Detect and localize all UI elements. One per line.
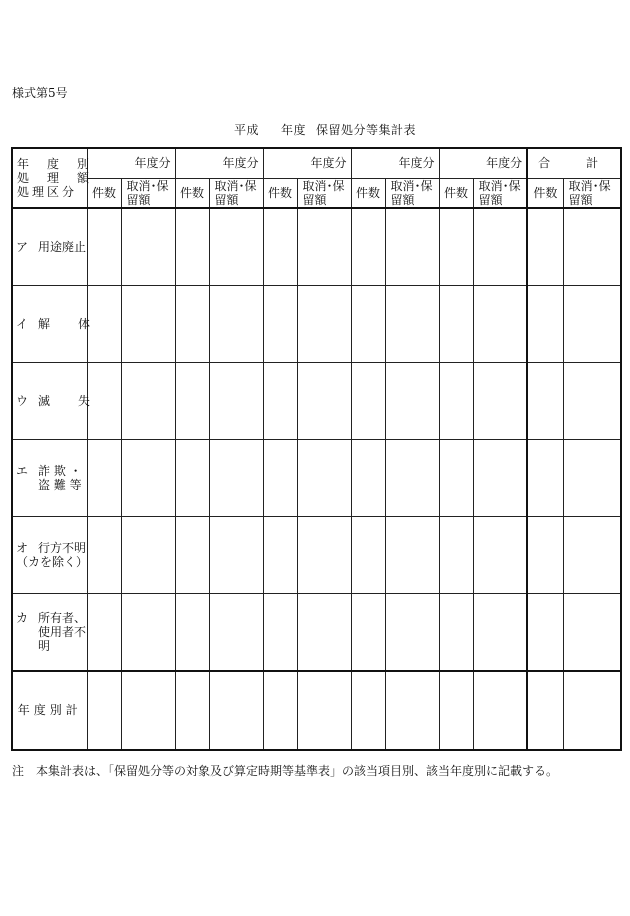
- table-row: [12, 362, 621, 439]
- count-cell[interactable]: [175, 285, 209, 362]
- count-cell[interactable]: [263, 671, 297, 750]
- count-cell[interactable]: [439, 285, 473, 362]
- total-amount-cell[interactable]: [563, 362, 621, 439]
- category-label: カ 所有者、 使用者不 明: [12, 594, 87, 671]
- count-cell[interactable]: [351, 517, 385, 594]
- amount-cell[interactable]: [473, 671, 527, 750]
- count-cell[interactable]: [87, 671, 121, 750]
- amount-cell[interactable]: [209, 439, 263, 516]
- amount-cell[interactable]: [385, 671, 439, 750]
- count-cell[interactable]: [351, 285, 385, 362]
- count-cell[interactable]: [439, 362, 473, 439]
- total-count-cell[interactable]: [527, 208, 563, 285]
- amount-cell[interactable]: [385, 362, 439, 439]
- header-row-years: [12, 148, 621, 178]
- amount-subheader: 取消･保 留額: [209, 178, 263, 208]
- count-cell[interactable]: [175, 517, 209, 594]
- total-count-cell[interactable]: [527, 362, 563, 439]
- year-total-row: [12, 671, 621, 750]
- amount-cell[interactable]: [121, 439, 175, 516]
- count-cell[interactable]: [87, 517, 121, 594]
- year-column-header: 年度分: [263, 148, 351, 178]
- count-cell[interactable]: [263, 362, 297, 439]
- amount-cell[interactable]: [121, 517, 175, 594]
- footnote-text: 本集計表は、「保留処分等の対象及び算定時期等基準表」の該当項目別、該当年度別に記載する。: [36, 764, 559, 778]
- count-cell[interactable]: [87, 208, 121, 285]
- count-cell[interactable]: [263, 594, 297, 671]
- title-name: 保留処分等集計表: [316, 123, 417, 137]
- amount-subheader: 取消･保 留額: [563, 178, 621, 208]
- amount-cell[interactable]: [209, 362, 263, 439]
- amount-cell[interactable]: [209, 594, 263, 671]
- count-cell[interactable]: [175, 594, 209, 671]
- count-cell[interactable]: [263, 208, 297, 285]
- table-row: [12, 517, 621, 594]
- amount-cell[interactable]: [121, 362, 175, 439]
- table-row: [12, 208, 621, 285]
- amount-cell[interactable]: [297, 594, 351, 671]
- amount-cell[interactable]: [385, 208, 439, 285]
- count-subheader: 件数: [439, 178, 473, 208]
- count-cell[interactable]: [351, 362, 385, 439]
- header-row-subcolumns: [12, 178, 621, 208]
- amount-cell[interactable]: [297, 362, 351, 439]
- count-cell[interactable]: [263, 285, 297, 362]
- count-cell[interactable]: [263, 517, 297, 594]
- category-label: イ 解 体: [12, 285, 87, 362]
- count-cell[interactable]: [351, 208, 385, 285]
- amount-subheader: 取消･保 留額: [121, 178, 175, 208]
- amount-cell[interactable]: [385, 285, 439, 362]
- amount-cell[interactable]: [209, 208, 263, 285]
- year-column-header: 年度分: [439, 148, 527, 178]
- amount-cell[interactable]: [385, 439, 439, 516]
- year-total-label: 年度別計: [12, 671, 87, 750]
- title-year-suffix: 年度: [280, 123, 306, 137]
- total-amount-cell[interactable]: [563, 439, 621, 516]
- form-number: 様式第5号: [12, 86, 68, 100]
- total-count-cell[interactable]: [527, 671, 563, 750]
- count-subheader: 件数: [527, 178, 563, 208]
- total-amount-cell[interactable]: [563, 594, 621, 671]
- corner-header-line: 処理区分: [17, 185, 78, 200]
- amount-cell[interactable]: [121, 285, 175, 362]
- count-cell[interactable]: [439, 594, 473, 671]
- count-cell[interactable]: [351, 671, 385, 750]
- table-row: [12, 594, 621, 671]
- category-label: ア 用途廃止: [12, 208, 87, 285]
- corner-header-line: 年 度 別: [17, 157, 93, 172]
- amount-cell[interactable]: [473, 439, 527, 516]
- count-cell[interactable]: [351, 594, 385, 671]
- amount-cell[interactable]: [121, 671, 175, 750]
- amount-cell[interactable]: [209, 285, 263, 362]
- amount-cell[interactable]: [121, 594, 175, 671]
- amount-cell[interactable]: [121, 208, 175, 285]
- title-era: 平成: [233, 123, 259, 137]
- count-subheader: 件数: [87, 178, 121, 208]
- amount-cell[interactable]: [385, 517, 439, 594]
- amount-cell[interactable]: [385, 594, 439, 671]
- total-count-cell[interactable]: [527, 285, 563, 362]
- amount-cell[interactable]: [473, 362, 527, 439]
- count-subheader: 件数: [351, 178, 385, 208]
- count-cell[interactable]: [351, 439, 385, 516]
- count-cell[interactable]: [439, 439, 473, 516]
- amount-subheader: 取消･保 留額: [297, 178, 351, 208]
- total-amount-cell[interactable]: [563, 285, 621, 362]
- category-label: オ 行方不明 （カを除く）: [12, 517, 87, 594]
- count-cell[interactable]: [175, 671, 209, 750]
- amount-cell[interactable]: [209, 671, 263, 750]
- corner-header-line: 処 理 額: [17, 171, 93, 186]
- document-title: [0, 121, 630, 138]
- amount-cell[interactable]: [473, 208, 527, 285]
- category-label: エ 詐 欺 ・ 盗 難 等: [12, 439, 87, 516]
- total-count-cell[interactable]: [527, 594, 563, 671]
- total-count-cell[interactable]: [527, 439, 563, 516]
- category-label: ウ 滅 失: [12, 362, 87, 439]
- amount-cell[interactable]: [473, 517, 527, 594]
- total-column-header: 合 計: [527, 148, 621, 178]
- total-amount-cell[interactable]: [563, 208, 621, 285]
- count-cell[interactable]: [439, 671, 473, 750]
- total-count-cell[interactable]: [527, 517, 563, 594]
- count-subheader: 件数: [175, 178, 209, 208]
- year-column-header: 年度分: [351, 148, 439, 178]
- footnote: [12, 762, 558, 779]
- table-row: [12, 439, 621, 516]
- total-amount-cell[interactable]: [563, 517, 621, 594]
- count-cell[interactable]: [439, 208, 473, 285]
- amount-subheader: 取消･保 留額: [473, 178, 527, 208]
- count-cell[interactable]: [87, 439, 121, 516]
- amount-subheader: 取消･保 留額: [385, 178, 439, 208]
- amount-cell[interactable]: [297, 517, 351, 594]
- corner-header: [12, 148, 93, 208]
- amount-cell[interactable]: [297, 671, 351, 750]
- year-column-header: 年度分: [175, 148, 263, 178]
- count-cell[interactable]: [175, 439, 209, 516]
- summary-table: [11, 147, 622, 751]
- amount-cell[interactable]: [297, 208, 351, 285]
- count-cell[interactable]: [175, 362, 209, 439]
- count-subheader: 件数: [263, 178, 297, 208]
- amount-cell[interactable]: [473, 594, 527, 671]
- count-cell[interactable]: [263, 439, 297, 516]
- footnote-prefix: 注: [12, 764, 25, 778]
- count-cell[interactable]: [439, 517, 473, 594]
- table-row: [12, 285, 621, 362]
- count-cell[interactable]: [175, 208, 209, 285]
- year-column-header: 年度分: [87, 148, 175, 178]
- amount-cell[interactable]: [297, 439, 351, 516]
- amount-cell[interactable]: [297, 285, 351, 362]
- amount-cell[interactable]: [473, 285, 527, 362]
- amount-cell[interactable]: [209, 517, 263, 594]
- total-amount-cell[interactable]: [563, 671, 621, 750]
- count-cell[interactable]: [87, 594, 121, 671]
